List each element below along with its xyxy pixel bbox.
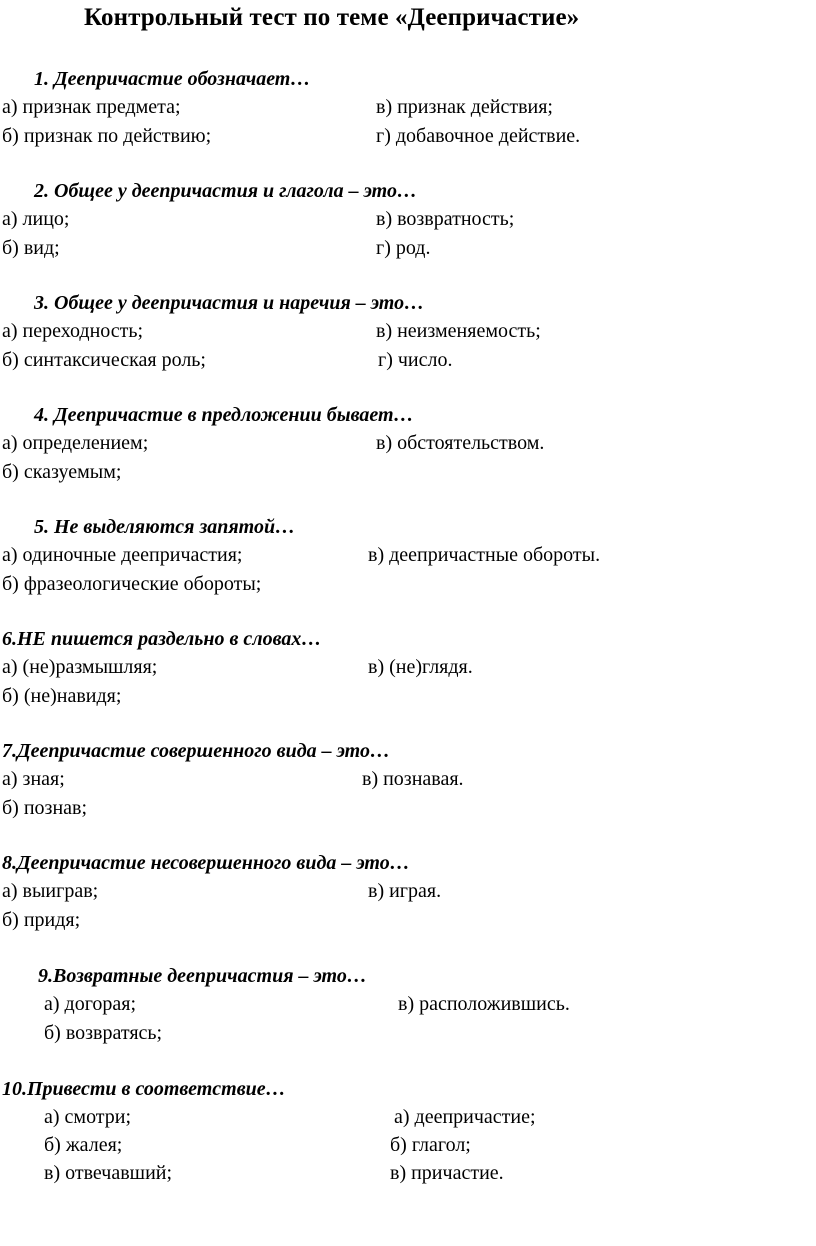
question-6-option-b: б) (не)навидя; [2, 685, 122, 707]
question-3-option-g: г) число. [378, 349, 453, 371]
question-10-right-b: б) глагол; [390, 1134, 471, 1156]
question-6-option-a: а) (не)размышляя; [2, 656, 158, 678]
question-3-option-b: б) синтаксическая роль; [2, 349, 206, 371]
question-5-option-b: б) фразеологические обороты; [2, 573, 262, 595]
question-1-option-g: г) добавочное действие. [376, 125, 581, 147]
question-2-option-b: б) вид; [2, 237, 60, 259]
question-9-option-v: в) расположившись. [398, 993, 570, 1015]
question-2-option-a: а) лицо; [2, 208, 70, 230]
question-5-option-a: а) одиночные деепричастия; [2, 544, 243, 566]
question-4-option-a: а) определением; [2, 432, 149, 454]
question-1-option-a: а) признак предмета; [2, 96, 181, 118]
question-1-option-b: б) признак по действию; [2, 125, 212, 147]
question-8-option-a: а) выиграв; [2, 880, 99, 902]
question-4-option-b: б) сказуемым; [2, 461, 122, 483]
question-3-option-v: в) неизменяемость; [376, 320, 541, 342]
question-10-right-v: в) причастие. [390, 1162, 504, 1184]
question-2-heading: 2. Общее у деепричастия и глагола – это… [34, 180, 417, 202]
question-10-right-a: а) деепричастие; [394, 1106, 536, 1128]
question-10-left-v: в) отвечавший; [44, 1162, 173, 1184]
question-7-heading: 7.Деепричастие совершенного вида – это… [2, 740, 390, 762]
question-6-heading: 6.НЕ пишется раздельно в словах… [2, 628, 322, 650]
question-1-option-v: в) признак действия; [376, 96, 553, 118]
question-5-heading: 5. Не выделяются запятой… [34, 516, 296, 538]
question-8-option-v: в) играя. [368, 880, 442, 902]
question-10-left-a: а) смотри; [44, 1106, 132, 1128]
question-9-option-b: б) возвратясь; [44, 1022, 163, 1044]
page-title: Контрольный тест по теме «Деепричастие» [84, 4, 580, 31]
question-9-option-a: а) догорая; [44, 993, 137, 1015]
question-8-heading: 8.Деепричастие несовершенного вида – это… [2, 852, 410, 874]
question-1-heading: 1. Деепричастие обозначает… [34, 68, 311, 90]
question-6-option-v: в) (не)глядя. [368, 656, 473, 678]
question-2-option-v: в) возвратность; [376, 208, 515, 230]
question-5-option-v: в) деепричастные обороты. [368, 544, 601, 566]
question-10-left-b: б) жалея; [44, 1134, 123, 1156]
question-7-option-v: в) познавая. [362, 768, 464, 790]
question-2-option-g: г) род. [376, 237, 431, 259]
question-9-heading: 9.Возвратные деепричастия – это… [38, 965, 367, 987]
question-4-heading: 4. Деепричастие в предложении бывает… [34, 404, 414, 426]
question-3-option-a: а) переходность; [2, 320, 144, 342]
question-8-option-b: б) придя; [2, 909, 81, 931]
question-10-heading: 10.Привести в соответствие… [2, 1078, 286, 1100]
question-7-option-b: б) познав; [2, 797, 88, 819]
question-7-option-a: а) зная; [2, 768, 65, 790]
question-3-heading: 3. Общее у деепричастия и наречия – это… [34, 292, 425, 314]
question-4-option-v: в) обстоятельством. [376, 432, 545, 454]
